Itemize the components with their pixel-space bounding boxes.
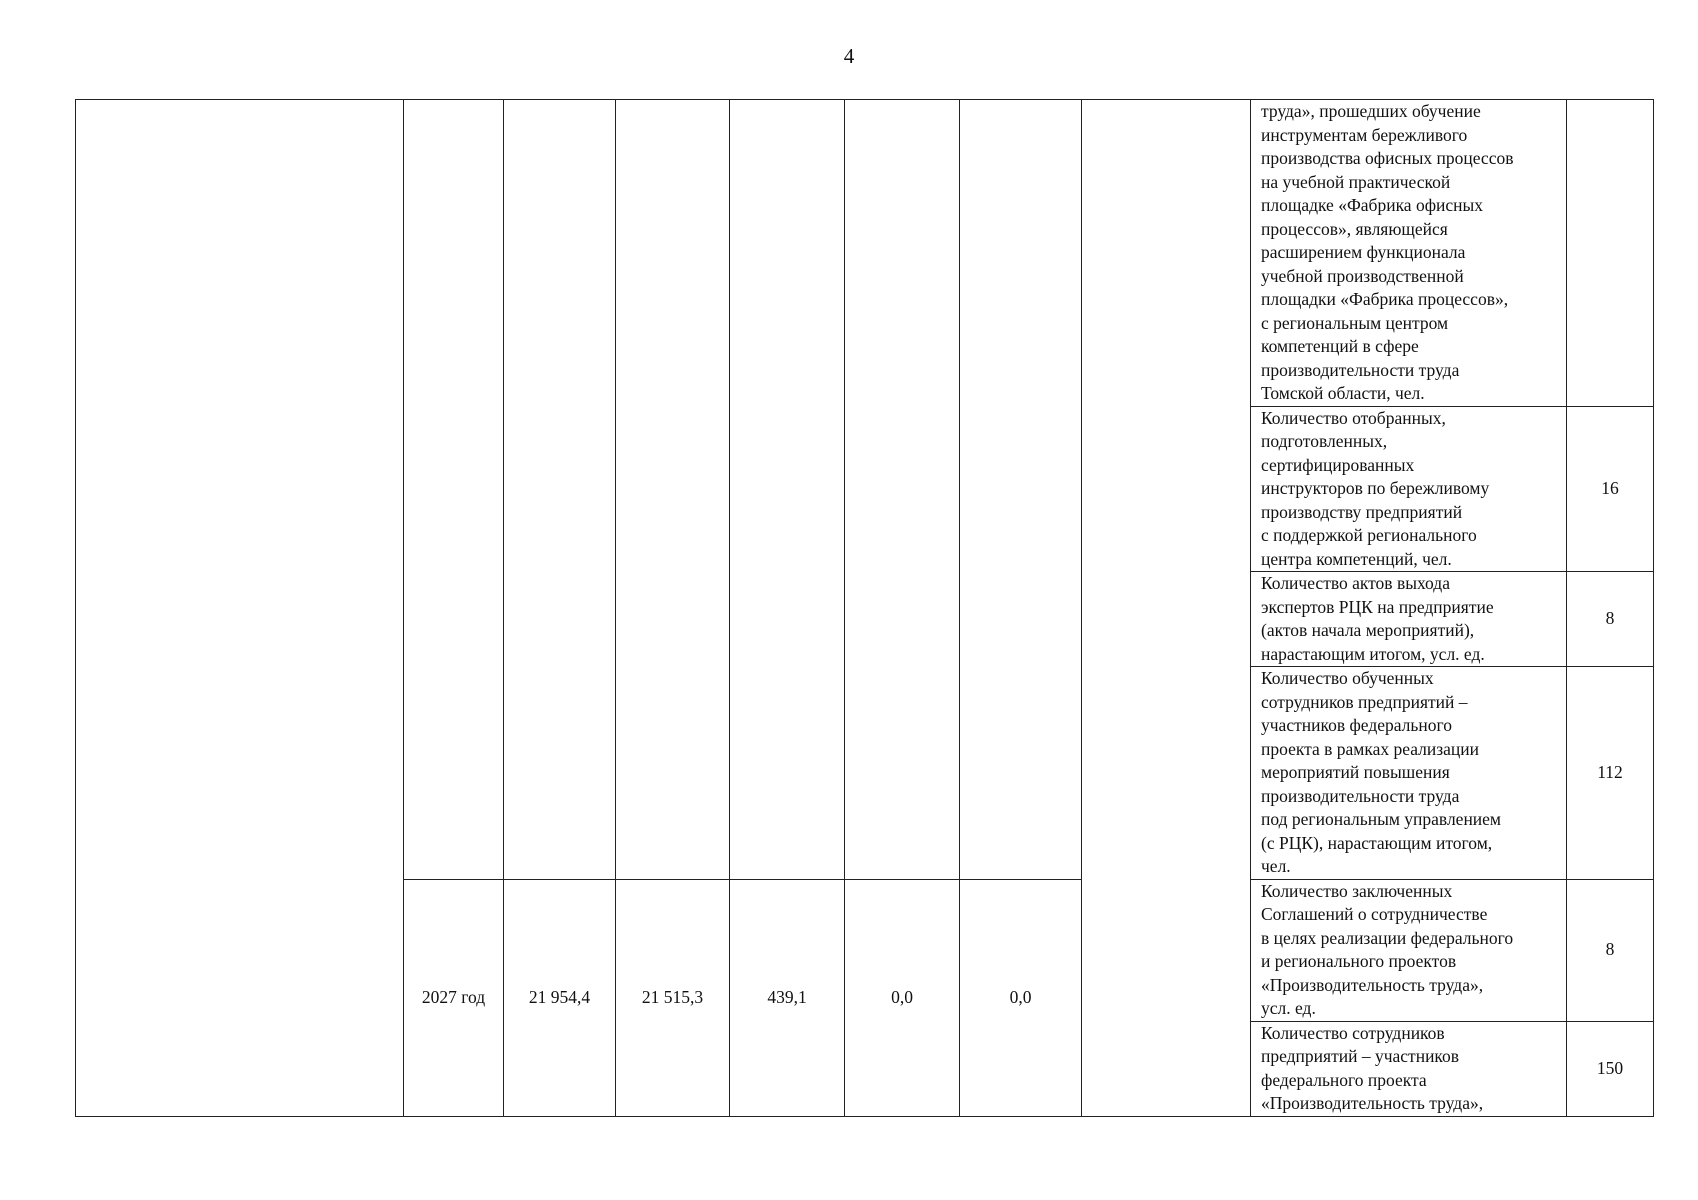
total-cell: 21 954,4 xyxy=(504,879,616,1116)
indicator-name-cell xyxy=(1251,406,1567,572)
indicator-text: Количество обученных сотрудников предприятий – участников федерального проекта в рамках реализации мероприятий повышения производительности труда под региональным управлением (с РЦК), нарастающим итогом, чел. xyxy=(1261,668,1502,876)
indicator-value-cell: 112 xyxy=(1567,667,1654,880)
indicator-name-cell xyxy=(1251,1021,1567,1116)
indicator-text: Количество актов выхода экспертов РЦК на предприятие (актов начала мероприятий), нарастающим итогом, усл. ед. xyxy=(1261,573,1494,664)
indicator-name-cell xyxy=(1251,100,1567,407)
year-cell: 2027 год xyxy=(404,879,504,1116)
indicator-value-cell xyxy=(1567,100,1654,407)
indicator-text: Количество заключенных Соглашений о сотрудничестве в целях реализации федерального и регионального проектов «Производительность труда», усл. ед. xyxy=(1261,880,1514,1018)
federal-budget-cell: 21 515,3 xyxy=(616,879,730,1116)
responsible-executor-cell xyxy=(1082,100,1251,1117)
table-row xyxy=(76,100,1654,407)
indicator-value-cell: 150 xyxy=(1567,1021,1654,1116)
total-cell-prev xyxy=(504,100,616,880)
program-table xyxy=(75,99,1654,1117)
local-budget-cell-prev xyxy=(845,100,960,880)
task-name-cell xyxy=(76,100,404,1117)
indicator-value-cell: 8 xyxy=(1567,572,1654,667)
page-number: 4 xyxy=(843,44,855,68)
federal-budget-cell-prev xyxy=(616,100,730,880)
indicator-value-cell: 16 xyxy=(1567,406,1654,572)
local-budget-cell: 0,0 xyxy=(845,879,960,1116)
other-sources-cell: 0,0 xyxy=(960,879,1082,1116)
indicator-text: труда», прошедших обучение инструментам бережливого производства офисных процессов на учебной практической площадке «Фабрика офисных процессов», являющейся расширением функционала учебной производственной площадки «Фабрика процессов», с региональным центром компетенций в сфере производительности труда Томской области, чел. xyxy=(1261,101,1514,403)
indicator-text: Количество отобранных, подготовленных, сертифицированных инструкторов по бережливому производству предприятий с поддержкой регионального центра компетенций, чел. xyxy=(1261,407,1490,569)
year-cell-prev xyxy=(404,100,504,880)
other-sources-cell-prev xyxy=(960,100,1082,880)
indicator-name-cell xyxy=(1251,572,1567,667)
regional-budget-cell-prev xyxy=(730,100,845,880)
indicator-text: Количество сотрудников предприятий – участников федерального проекта «Производительность труда», xyxy=(1261,1022,1484,1113)
indicator-value-cell: 8 xyxy=(1567,879,1654,1021)
indicator-name-cell xyxy=(1251,879,1567,1021)
indicator-name-cell xyxy=(1251,667,1567,880)
regional-budget-cell: 439,1 xyxy=(730,879,845,1116)
